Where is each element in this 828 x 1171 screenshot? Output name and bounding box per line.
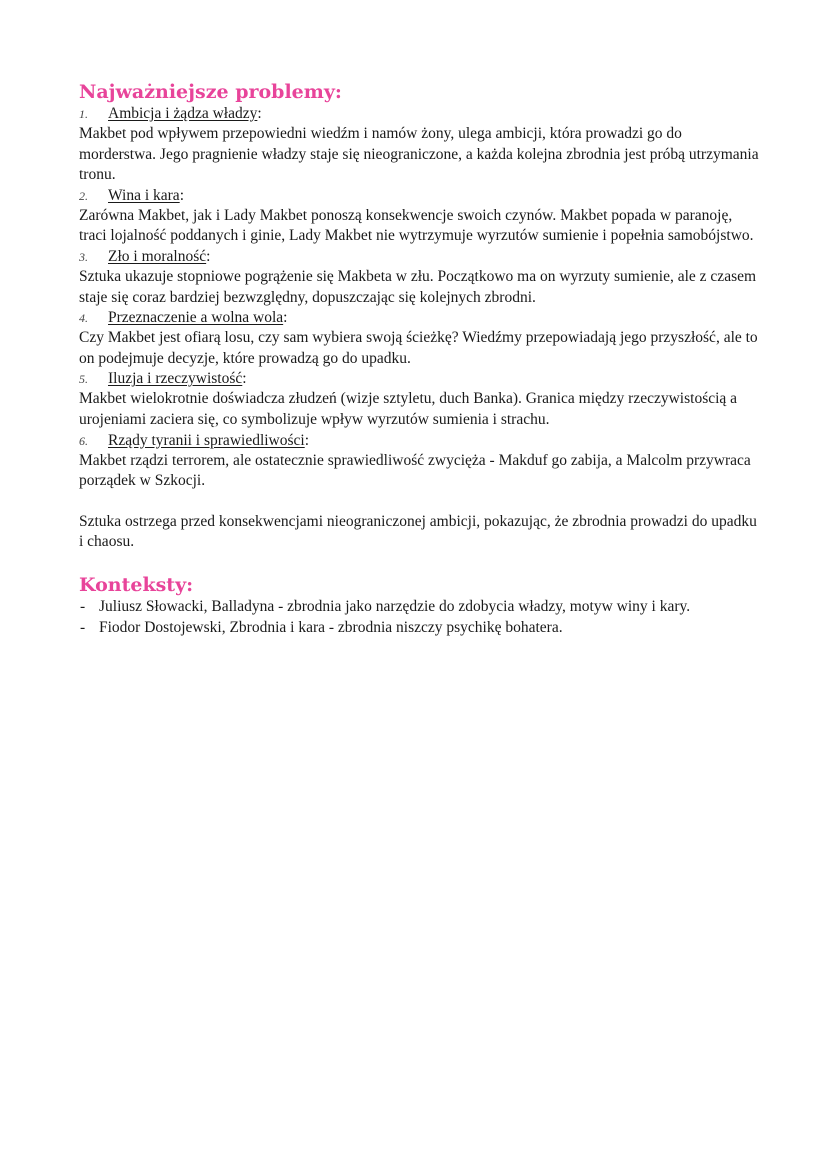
problem-number: 2. bbox=[79, 188, 88, 203]
contexts-list bbox=[79, 597, 759, 638]
summary-paragraph: Sztuka ostrzega przed konsekwencjami nieograniczonej ambicji, pokazując, że zbrodnia prowadzi do upadku i chaosu. bbox=[79, 512, 757, 551]
problem-6 bbox=[79, 431, 759, 492]
list-item bbox=[79, 618, 759, 639]
bullet-dash: - bbox=[80, 597, 86, 615]
problem-title bbox=[79, 308, 759, 328]
problem-number: 3. bbox=[79, 249, 88, 264]
title-colon: : bbox=[257, 105, 262, 122]
problem-title bbox=[79, 186, 759, 206]
title-colon: : bbox=[242, 370, 247, 388]
problem-number: 1. bbox=[79, 107, 88, 121]
problem-text: Makbet pod wpływem przepowiedni wiedźm i namów żony, ulega ambicji, która prowadzi go do morderstwa. Jego pragnienie władzy staje się nieograniczone, a każda kolejna zbrodnia jest próbą utrzymania tronu. bbox=[79, 125, 759, 184]
problem-title bbox=[79, 369, 759, 389]
problems-heading: Najważniejsze problemy: bbox=[79, 81, 342, 103]
problem-title bbox=[79, 104, 759, 124]
problem-number: 6. bbox=[79, 433, 88, 448]
blank-line bbox=[79, 553, 759, 573]
title-colon: : bbox=[179, 186, 184, 204]
contexts-heading: Konteksty: bbox=[79, 573, 194, 596]
title-colon: : bbox=[304, 431, 310, 449]
problem-title bbox=[79, 247, 759, 267]
problem-title-text: Ambicja i żądza władzy bbox=[108, 105, 258, 122]
problem-text: Sztuka ukazuje stopniowe pogrążenie się Makbeta w złu. Początkowo ma on wyrzuty sumienie, ale z czasem staje się coraz bardziej bezwzględny, dopuszczając się kolejnych zbrodni. bbox=[79, 267, 757, 306]
problem-title-text: Rządy tyranii i sprawiedliwości bbox=[108, 431, 305, 449]
problem-number: 5. bbox=[79, 372, 88, 387]
problem-4 bbox=[79, 308, 759, 369]
problem-title-text: Wina i kara bbox=[108, 186, 180, 204]
blank-line bbox=[79, 492, 759, 512]
problem-number: 4. bbox=[79, 311, 88, 326]
problem-1 bbox=[79, 104, 759, 186]
problem-title-text: Zło i moralność bbox=[108, 247, 207, 265]
problem-text: Makbet wielokrotnie doświadcza złudzeń (wizje sztyletu, duch Banka). Granica między rzeczywistością a urojeniami zaciera się, co symbolizuje wpływ wyrzutów sumienia i strachu. bbox=[79, 390, 738, 428]
problem-text: Makbet rządzi terrorem, ale ostatecznie sprawiedliwość zwycięża - Makduf go zabija, a Malcolm przywraca porządek w Szkocji. bbox=[79, 451, 751, 490]
problem-title-text: Przeznaczenie a wolna wola bbox=[108, 309, 284, 327]
context-text: Juliusz Słowacki, Balladyna - zbrodnia jako narzędzie do zdobycia władzy, motyw winy i kary. bbox=[99, 597, 691, 615]
problem-title-text: Iluzja i rzeczywistość bbox=[108, 370, 243, 388]
problem-5 bbox=[79, 369, 759, 430]
document-page bbox=[79, 80, 759, 638]
problem-3 bbox=[79, 247, 759, 308]
bullet-dash: - bbox=[80, 618, 86, 636]
context-text: Fiodor Dostojewski, Zbrodnia i kara - zbrodnia niszczy psychikę bohatera. bbox=[99, 618, 563, 636]
title-colon: : bbox=[283, 309, 288, 327]
problem-title bbox=[79, 431, 759, 451]
title-colon: : bbox=[206, 247, 211, 265]
problem-2 bbox=[79, 186, 759, 247]
list-item bbox=[79, 597, 759, 618]
problem-text: Czy Makbet jest ofiarą losu, czy sam wybiera swoją ścieżkę? Wiedźmy przepowiadają jego przyszłość, ale to on podejmuje decyzje, które prowadzą go do upadku. bbox=[79, 329, 758, 367]
problem-text: Zarówna Makbet, jak i Lady Makbet ponoszą konsekwencje swoich czynów. Makbet popada w paranoję, traci lojalność poddanych i ginie, Lady Makbet nie wytrzymuje wyrzutów sumienie i popełnia samobójstwo. bbox=[79, 206, 754, 245]
